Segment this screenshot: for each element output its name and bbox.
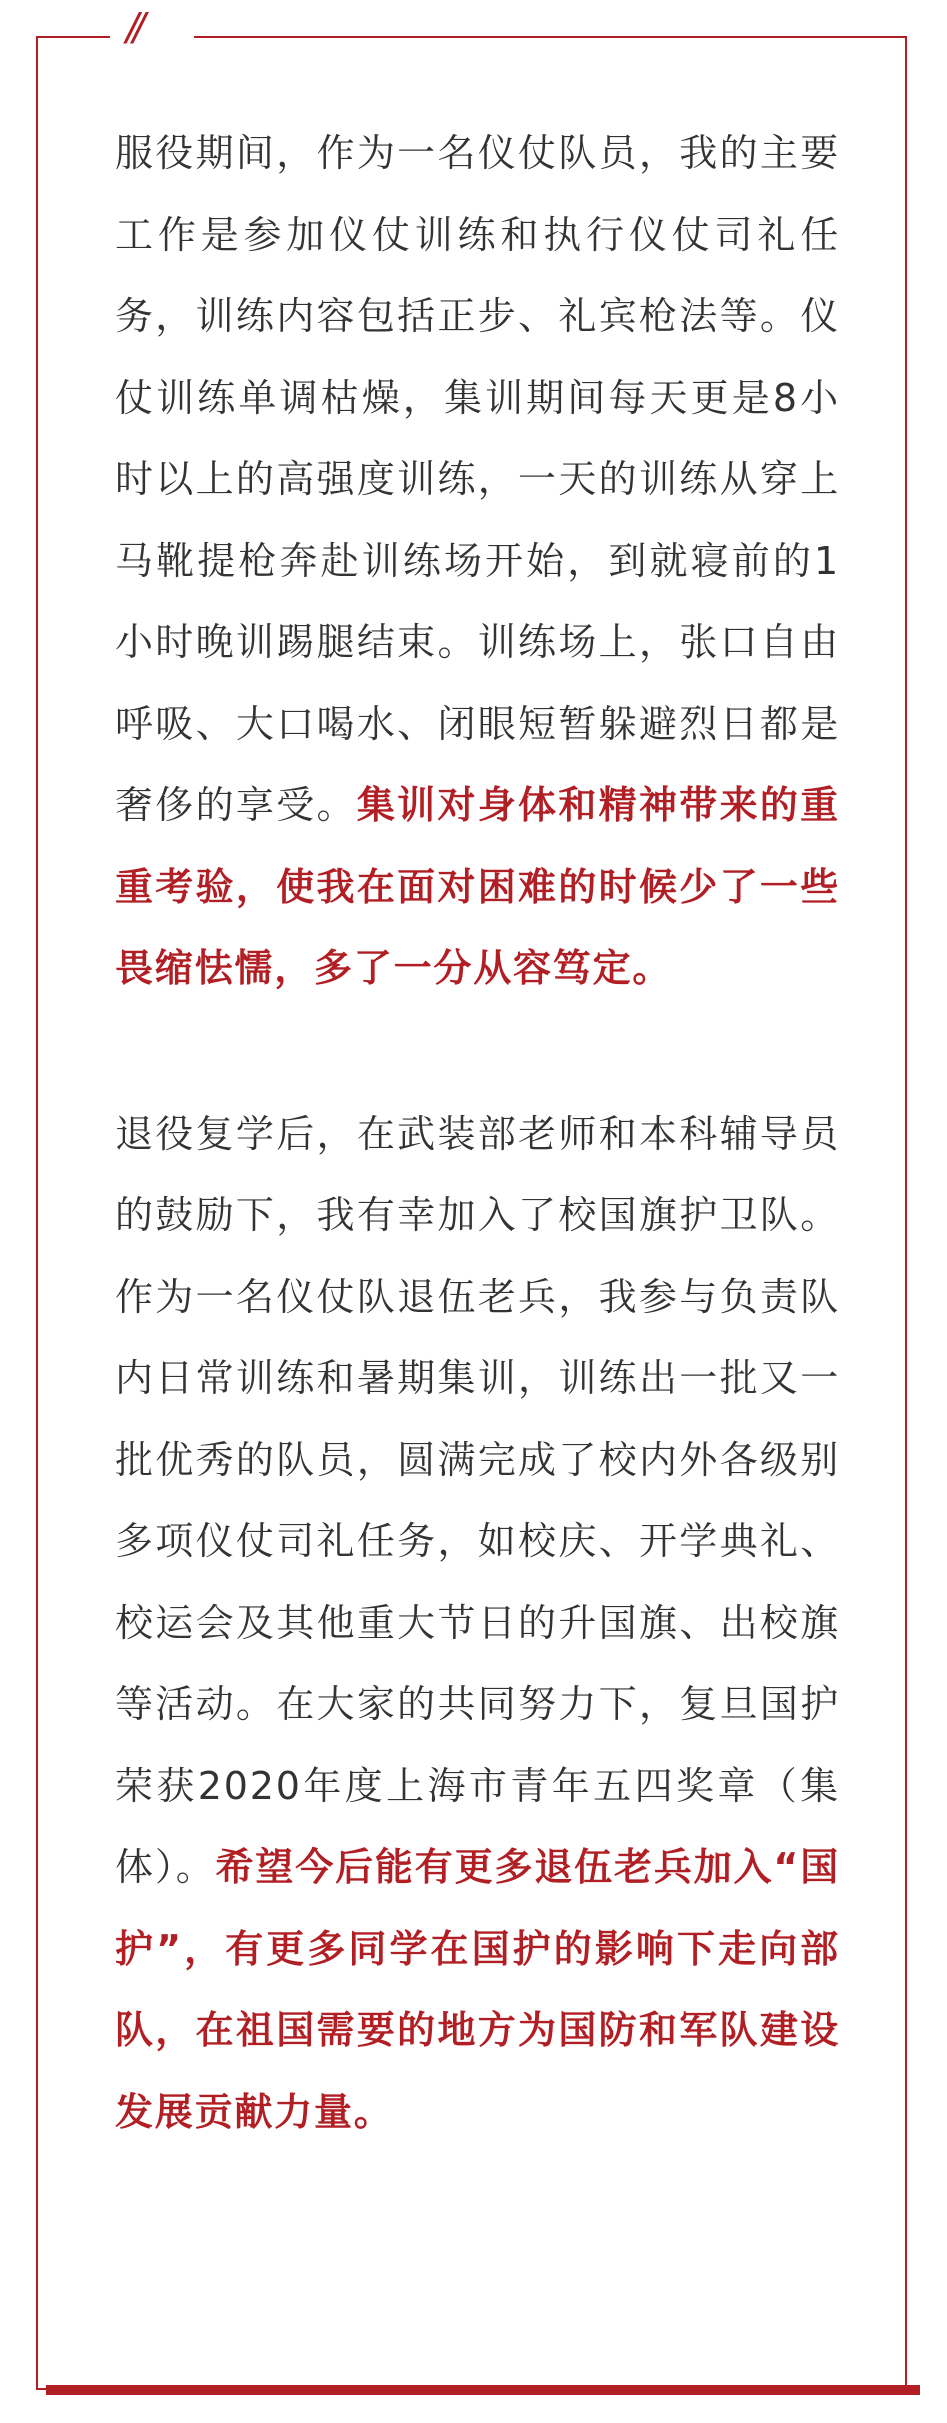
paragraph-after-service <box>115 1094 840 2154</box>
bottom-accent-bar <box>46 2385 920 2395</box>
paragraph-text: 退役复学后，在武装部老师和本科辅导员的鼓励下，我有幸加入了校国旗护卫队。作为一名仪仗队退伍老兵，我参与负责队内日常训练和暑期集训，训练出一批又一批优秀的队员，圆满完成了校内外各级别多项仪仗司礼任务，如校庆、开学典礼、校运会及其他重大节日的升国旗、出校旗等活动。在大家的共同努力下，复旦国护荣获2020年度上海市青年五四奖章（集体）。 <box>115 1111 840 1889</box>
paragraph-service <box>115 113 840 1010</box>
highlight-text: 希望今后能有更多退伍老兵加入“国护”，有更多同学在国护的影响下走向部队，在祖国需要的地方为国防和军队建设发展贡献力量。 <box>115 1845 840 2134</box>
paragraph-text: 服役期间，作为一名仪仗队员，我的主要工作是参加仪仗训练和执行仪仗司礼任务，训练内容包括正步、礼宾枪法等。仪仗训练单调枯燥，集训期间每天更是8小时以上的高强度训练，一天的训练从穿上马靴提枪奔赴训练场开始，到就寝前的1小时晚训踢腿结束。训练场上，张口自由呼吸、大口喝水、闭眼短暂躲避烈日都是奢侈的享受。 <box>115 131 840 827</box>
highlight-text: 集训对身体和精神带来的重重考验，使我在面对困难的时候少了一些畏缩怯懦，多了一分从容笃定。 <box>115 783 840 990</box>
frame-gap <box>110 22 194 52</box>
article-body <box>115 113 840 2153</box>
double-slash-icon: // <box>126 5 140 49</box>
